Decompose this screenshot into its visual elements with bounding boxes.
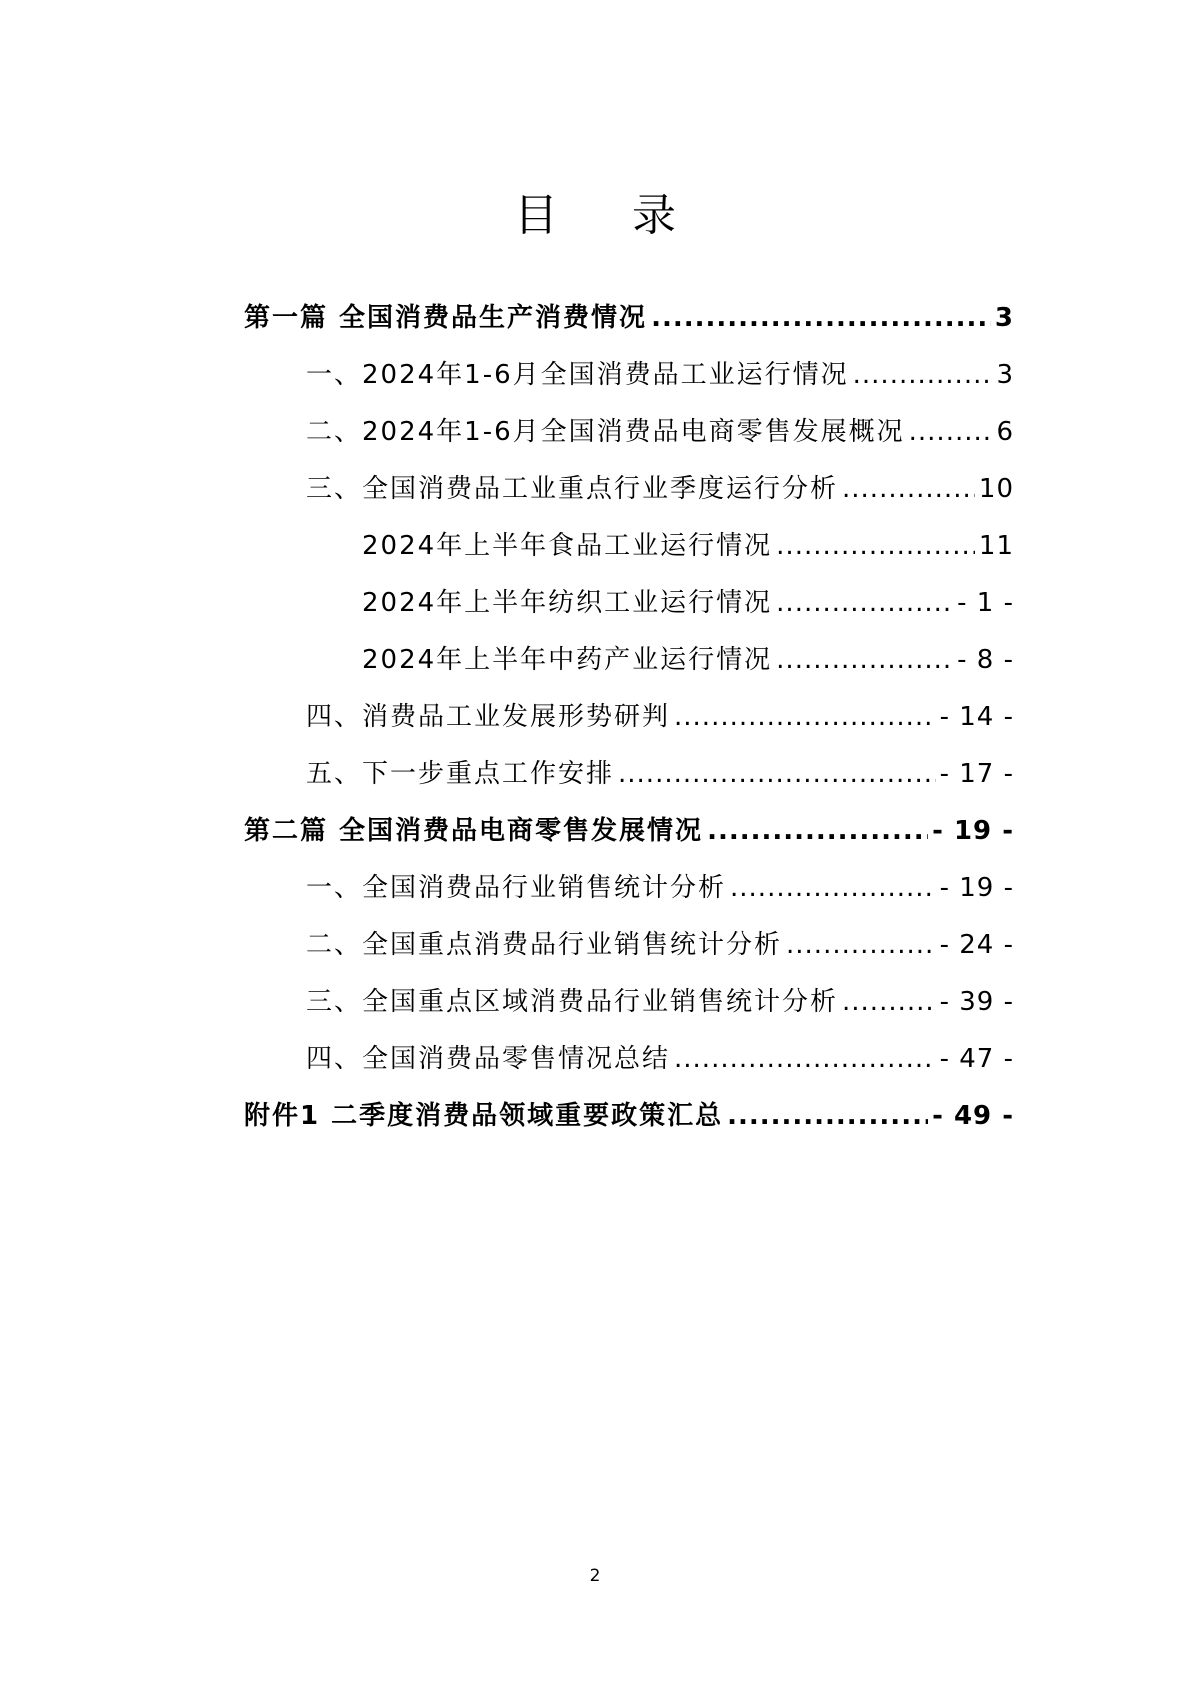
toc-entry-retail-summary[interactable]: [306, 1039, 1014, 1079]
toc-entry-next-steps[interactable]: [306, 754, 1014, 794]
toc-entry-food-industry[interactable]: [362, 526, 1014, 566]
toc-entry-page: - 24 -: [939, 930, 1014, 960]
toc-entry-label: 三、全国重点区域消费品行业销售统计分析: [306, 987, 839, 1017]
dot-leader: [674, 1039, 936, 1079]
toc-entry-page: - 19 -: [932, 816, 1014, 846]
toc-entry-page: 3: [996, 360, 1014, 390]
toc-entry-label: 一、2024年1-6月全国消费品工业运行情况: [306, 360, 849, 390]
toc-entry-page: - 17 -: [939, 759, 1014, 789]
toc-entry-label: 四、消费品工业发展形势研判: [306, 702, 671, 732]
toc-entry-tcm-industry[interactable]: [362, 640, 1014, 680]
toc-entry-page: - 39 -: [939, 987, 1014, 1017]
toc-entry-label: 2024年上半年食品工业运行情况: [362, 531, 773, 561]
page-title: 目 录: [514, 190, 706, 242]
toc-entry-label: 第二篇 全国消费品电商零售发展情况: [244, 816, 704, 846]
toc-entry-page: - 14 -: [939, 702, 1014, 732]
toc-entry-trend-assessment[interactable]: [306, 697, 1014, 737]
toc-entry-label: 二、2024年1-6月全国消费品电商零售发展概况: [306, 417, 905, 447]
toc-entry-part-1[interactable]: [244, 298, 1014, 338]
toc-entry-page: 11: [978, 531, 1014, 561]
toc-entry-label: 五、下一步重点工作安排: [306, 759, 615, 789]
dot-leader: [842, 982, 936, 1022]
dot-leader: [776, 640, 953, 680]
toc-entry-page: - 19 -: [939, 873, 1014, 903]
toc-entry-page: - 1 -: [957, 588, 1014, 618]
footer-page-number: 2: [589, 1566, 601, 1586]
dot-leader: [674, 697, 936, 737]
dot-leader: [727, 1096, 928, 1136]
toc-entry-label: 2024年上半年纺织工业运行情况: [362, 588, 773, 618]
dot-leader: [909, 412, 993, 452]
toc-entry-sales-statistics[interactable]: [306, 868, 1014, 908]
dot-leader: [651, 298, 991, 338]
toc-entry-label: 第一篇 全国消费品生产消费情况: [244, 303, 648, 333]
toc-entry-ecommerce-overview[interactable]: [306, 412, 1014, 452]
dot-leader: [776, 526, 975, 566]
dot-leader: [786, 925, 936, 965]
dot-leader: [707, 811, 928, 851]
toc-entry-label: 三、全国消费品工业重点行业季度运行分析: [306, 474, 839, 504]
toc-entry-label: 二、全国重点消费品行业销售统计分析: [306, 930, 783, 960]
dot-leader: [853, 355, 993, 395]
toc-entry-label: 四、全国消费品零售情况总结: [306, 1044, 671, 1074]
toc-entry-label: 一、全国消费品行业销售统计分析: [306, 873, 727, 903]
toc-entry-label: 2024年上半年中药产业运行情况: [362, 645, 773, 675]
dot-leader: [730, 868, 936, 908]
toc-entry-appendix-1[interactable]: [244, 1096, 1014, 1136]
toc-entry-page: 3: [994, 303, 1014, 333]
toc-entry-page: 10: [978, 474, 1014, 504]
toc-entry-page: 6: [996, 417, 1014, 447]
toc-entry-part-2[interactable]: [244, 811, 1014, 851]
toc-entry-key-industry-sales[interactable]: [306, 925, 1014, 965]
dot-leader: [776, 583, 953, 623]
dot-leader: [842, 469, 975, 509]
toc-entry-textile-industry[interactable]: [362, 583, 1014, 623]
toc-entry-page: - 8 -: [957, 645, 1014, 675]
toc-entry-quarterly-analysis[interactable]: [306, 469, 1014, 509]
toc-entry-page: - 47 -: [939, 1044, 1014, 1074]
toc-entry-page: - 49 -: [932, 1101, 1014, 1131]
toc-entry-label: 附件1 二季度消费品领域重要政策汇总: [244, 1101, 724, 1131]
toc-entry-industry-operation[interactable]: [306, 355, 1014, 395]
toc-entry-regional-sales[interactable]: [306, 982, 1014, 1022]
dot-leader: [618, 754, 936, 794]
